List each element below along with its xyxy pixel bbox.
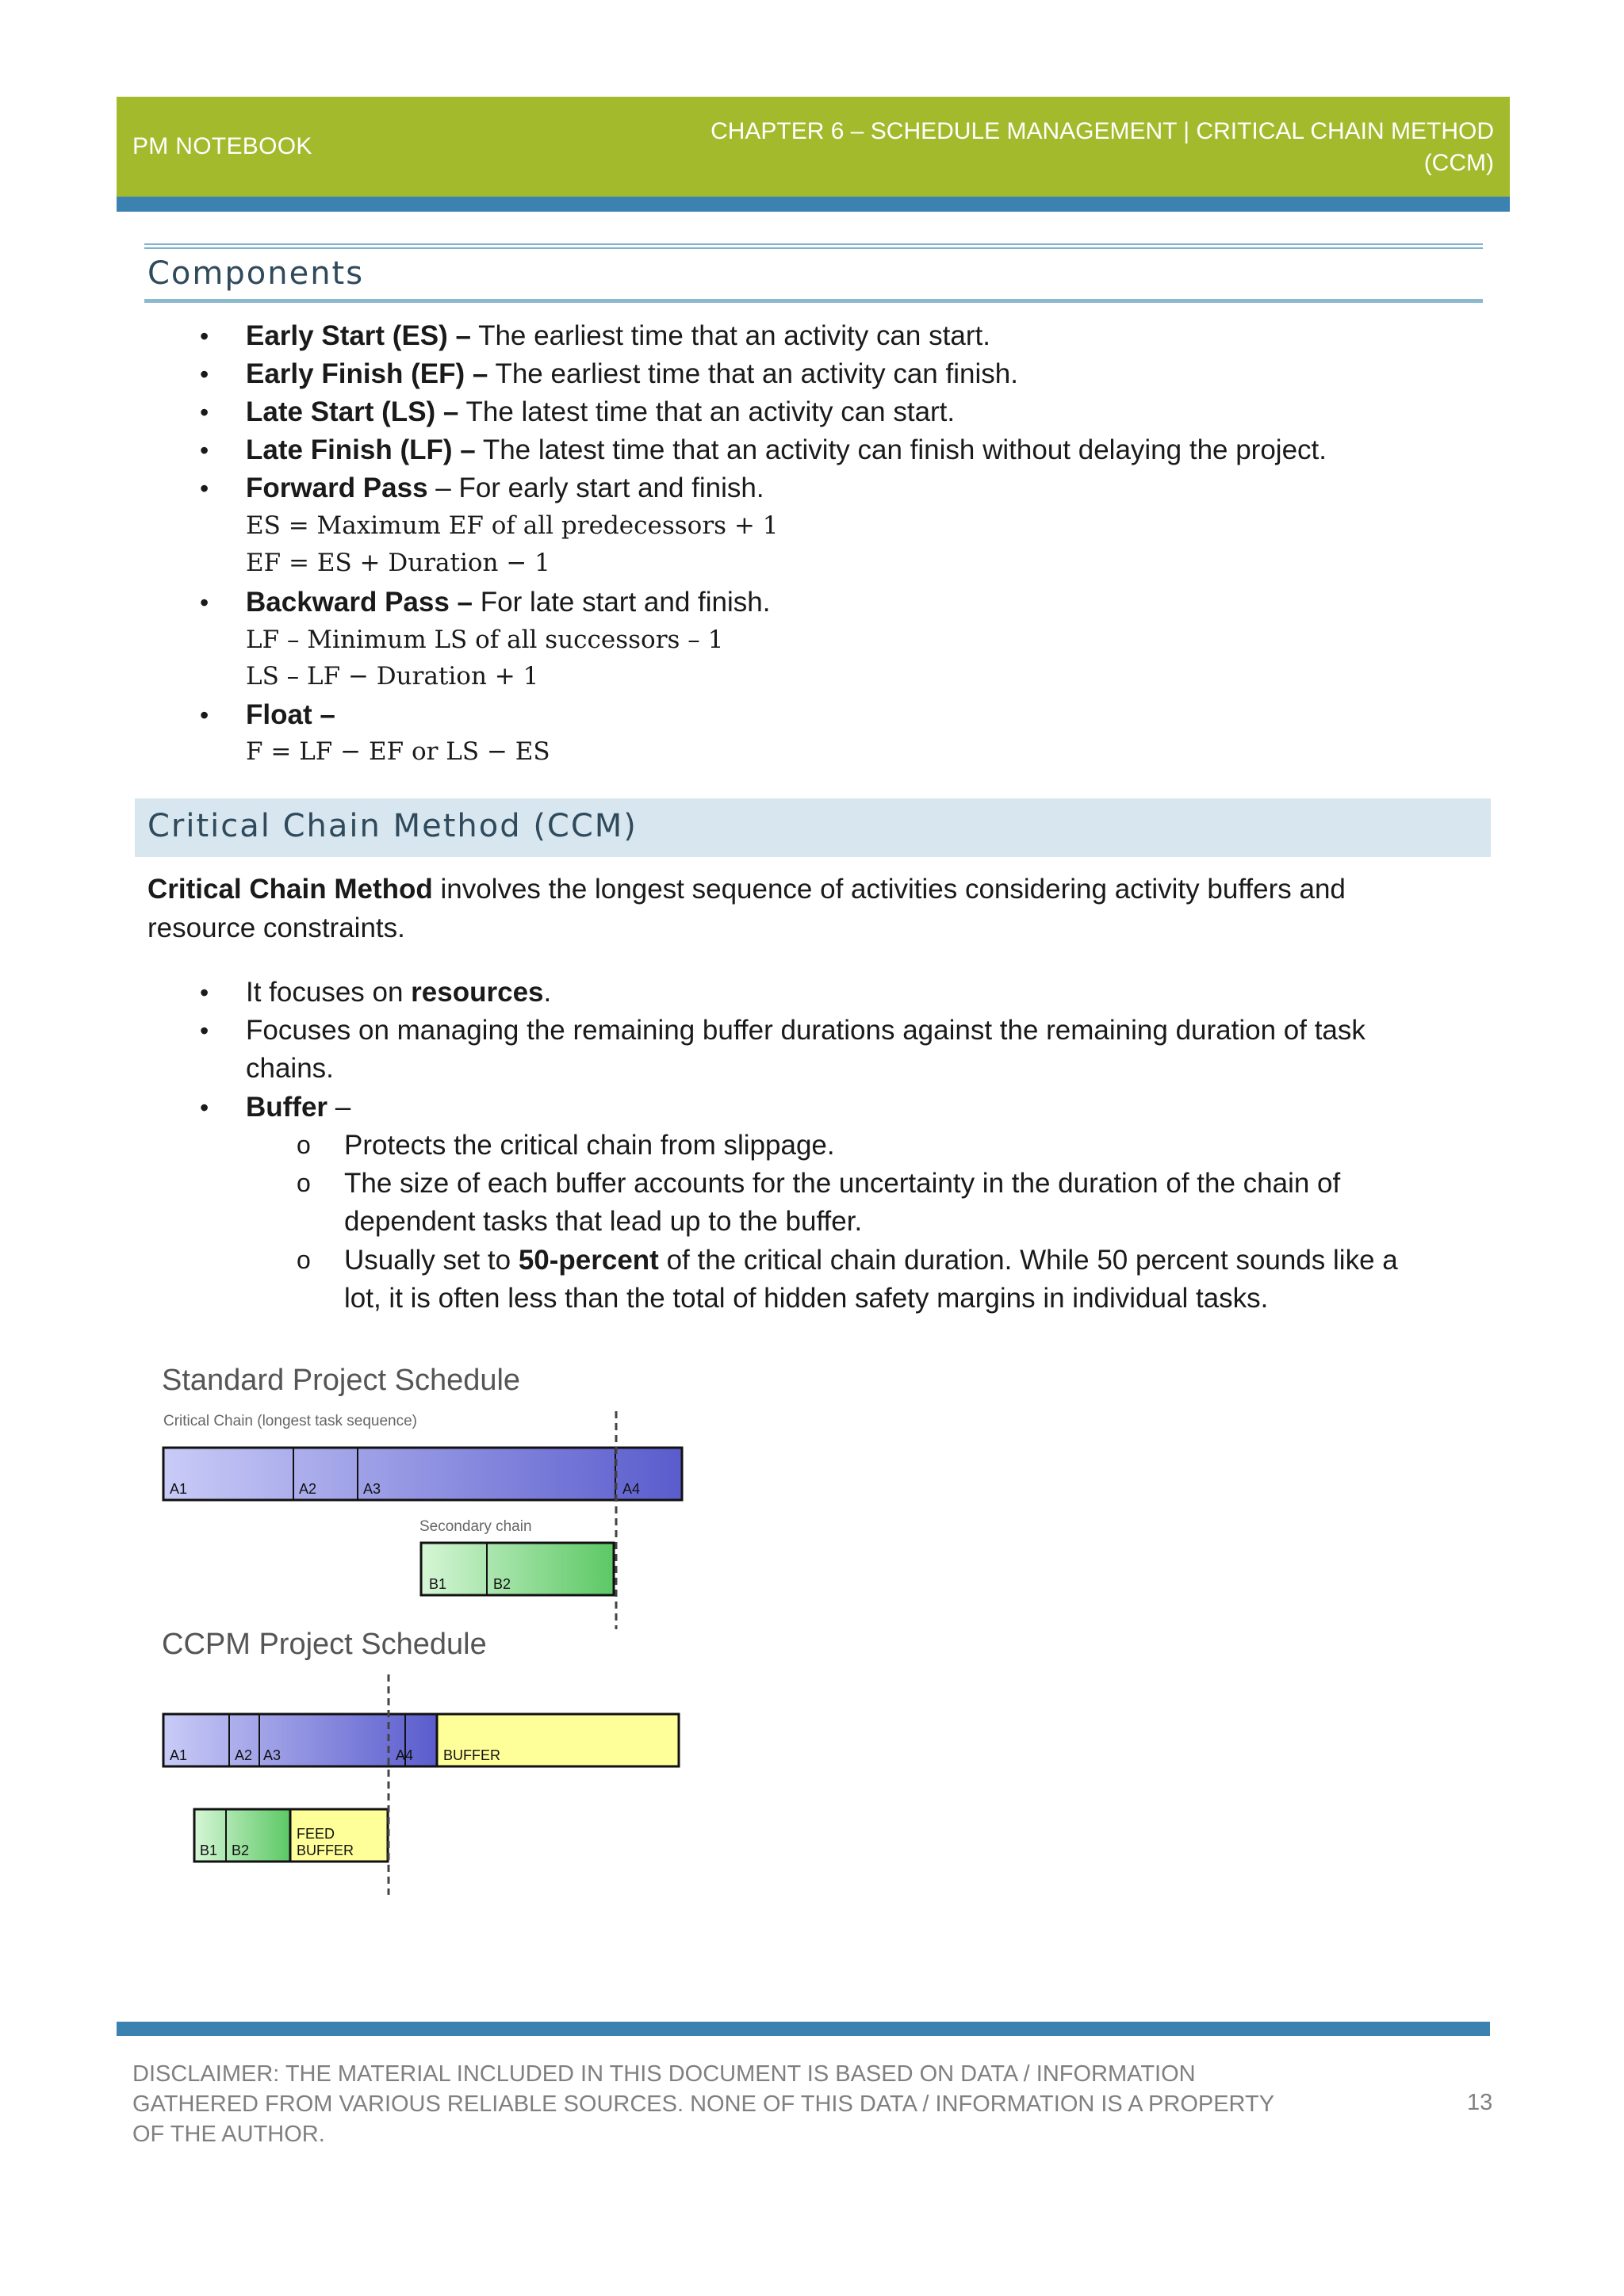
term-forward-pass: Forward Pass: [246, 473, 428, 503]
formula-float: F = LF − EF or LS − ES: [246, 737, 550, 766]
ccpm-task-a3: A3: [263, 1747, 282, 1763]
page-number: 13: [1467, 2090, 1493, 2115]
task-a2: A2: [299, 1481, 317, 1497]
ccpm-schedule-title: CCPM Project Schedule: [162, 1628, 487, 1661]
task-b1: B1: [429, 1576, 447, 1592]
task-a1: A1: [170, 1481, 188, 1497]
feed-buffer-label-2: BUFFER: [297, 1843, 354, 1858]
section-rule-top: [144, 243, 1483, 249]
sub-list-item: [344, 1242, 1470, 1318]
term-desc: The earliest time that an activity can start.: [471, 320, 990, 351]
ccpm-schedule-diagram: [147, 1356, 718, 1911]
task-a3: A3: [363, 1481, 381, 1497]
standard-critical-chain-bar: [163, 1448, 682, 1500]
disclaimer-line: OF THE AUTHOR.: [132, 2122, 325, 2147]
ccpm-task-b2: B2: [232, 1843, 250, 1858]
bullet-bold: resources: [411, 977, 544, 1008]
task-b2: B2: [493, 1576, 511, 1592]
header-notebook-title: PM NOTEBOOK: [132, 133, 312, 159]
bullet-text: It focuses on: [246, 977, 412, 1008]
term-desc: The latest time that an activity can finish without delaying the project.: [475, 434, 1327, 465]
components-heading: Components: [147, 255, 365, 292]
footer-disclaimer: [132, 2059, 1369, 2149]
term-desc: The earliest time that an activity can finish.: [488, 358, 1018, 389]
ccm-heading: Critical Chain Method (CCM): [147, 808, 638, 844]
standard-schedule-title: Standard Project Schedule: [162, 1364, 521, 1397]
ccm-intro-term: Critical Chain Method: [147, 874, 433, 905]
term-desc: The latest time that an activity can start.: [458, 396, 956, 427]
disclaimer-line: DISCLAIMER: THE MATERIAL INCLUDED IN THIS DOCUMENT IS BASED ON DATA / INFORMATION: [132, 2061, 1196, 2087]
page-header: [117, 97, 1510, 197]
term-late-start: Late Start (LS) –: [246, 396, 459, 427]
bullet-text: Focuses on managing the remaining buffer durations against the remaining duration of task: [246, 1015, 1365, 1046]
sub-text-line: The size of each buffer accounts for the uncertainty in the duration of the chain of: [344, 1168, 1341, 1199]
bullet-text: –: [327, 1092, 351, 1123]
formula-backward-lf: LF – Minimum LS of all successors – 1: [246, 626, 724, 654]
sub-text-line: of the critical chain duration. While 50 percent sounds like a: [658, 1245, 1398, 1276]
header-chapter-line1: CHAPTER 6 – SCHEDULE MANAGEMENT | CRITICAL CHAIN METHOD: [710, 118, 1494, 144]
secondary-chain-label: Secondary chain: [419, 1518, 532, 1535]
formula-forward-es: ES = Maximum EF of all predecessors + 1: [246, 511, 779, 540]
bullet-text: .: [543, 977, 552, 1008]
header-chapter-title: [622, 116, 1494, 179]
term-float: Float –: [246, 699, 335, 730]
ccpm-task-b1: B1: [200, 1843, 218, 1858]
ccm-intro-paragraph: [147, 870, 1488, 947]
critical-chain-label: Critical Chain (longest task sequence): [163, 1413, 417, 1429]
ccpm-task-a2: A2: [235, 1747, 253, 1763]
task-a4: A4: [622, 1481, 641, 1497]
schedule-diagram-svg: [147, 1356, 718, 1911]
sub-bullet-marker: o: [297, 1246, 311, 1274]
buffer-label: BUFFER: [443, 1747, 500, 1763]
term-early-start: Early Start (ES) –: [246, 320, 471, 351]
term-desc: For late start and finish.: [473, 587, 771, 618]
sub-list-item: [344, 1165, 1470, 1241]
ccm-intro-text: involves the longest sequence of activities considering activity buffers and: [432, 874, 1346, 905]
bullet-text: chains.: [246, 1053, 334, 1084]
ccpm-task-a4: A4: [396, 1747, 414, 1763]
formula-backward-ls: LS – LF − Duration + 1: [246, 662, 539, 691]
standard-secondary-chain-bar: [421, 1543, 614, 1595]
header-chapter-line2: (CCM): [1423, 150, 1494, 176]
ccpm-task-a1: A1: [170, 1747, 188, 1763]
ccm-heading-band: [135, 798, 1491, 857]
sub-text-line: lot, it is often less than the total of hidden safety margins in individual tasks.: [344, 1283, 1269, 1314]
sub-bullet-marker: o: [297, 1131, 311, 1159]
header-accent-bar: [117, 197, 1510, 212]
sub-text-line: Usually set to: [344, 1245, 519, 1276]
formula-forward-ef: EF = ES + Duration − 1: [246, 549, 550, 577]
bullet-bold: Buffer: [246, 1092, 328, 1123]
term-late-finish: Late Finish (LF) –: [246, 434, 476, 465]
section-rule-bottom: [144, 299, 1483, 303]
term-desc: – For early start and finish.: [427, 473, 764, 503]
sub-list-item: Protects the critical chain from slippage.: [344, 1130, 835, 1161]
feed-buffer-label-1: FEED: [297, 1826, 335, 1842]
footer-accent-bar: [117, 2022, 1490, 2036]
ccm-intro-text-2: resource constraints.: [147, 913, 405, 943]
term-backward-pass: Backward Pass –: [246, 587, 473, 618]
disclaimer-line: GATHERED FROM VARIOUS RELIABLE SOURCES. NONE OF THIS DATA / INFORMATION IS A PROPERTY: [132, 2091, 1275, 2117]
sub-text-bold: 50-percent: [518, 1245, 659, 1276]
sub-text-line: dependent tasks that lead up to the buffer.: [344, 1206, 863, 1237]
term-early-finish: Early Finish (EF) –: [246, 358, 488, 389]
sub-bullet-marker: o: [297, 1169, 311, 1197]
